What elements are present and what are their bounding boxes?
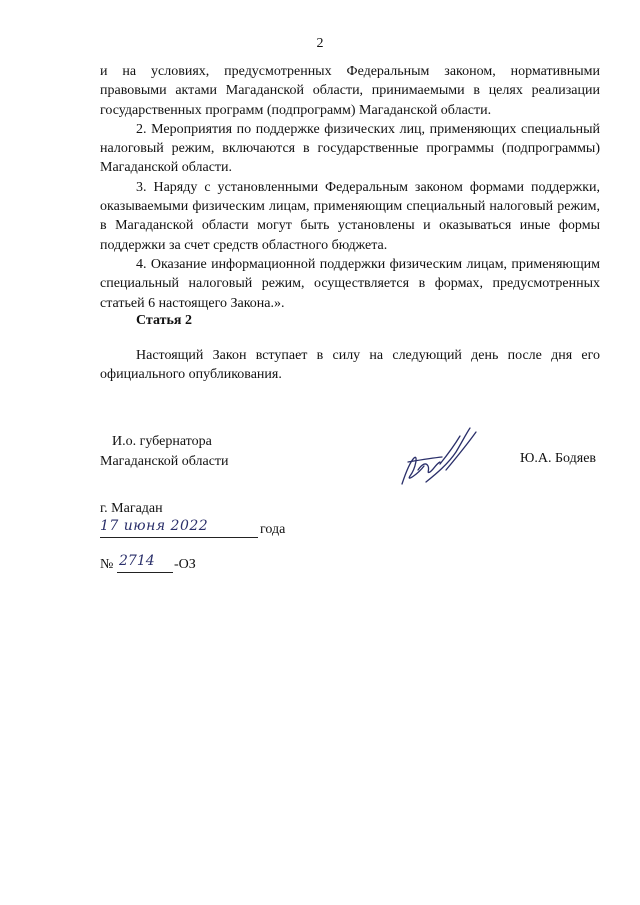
article-text: Настоящий Закон вступает в силу на следующий день после дня его официального опубликования. [100, 348, 600, 383]
handwritten-number: 2714 [119, 553, 155, 569]
number-sign: № [100, 557, 114, 572]
paragraph-continuation: и на условиях, предусмотренных Федеральным законом, нормативными правовыми актами Магаданской области, принимаемыми в целях реализации государственных программ (подпрограмм) Магаданской области. [100, 64, 600, 118]
date-suffix: года [260, 522, 286, 537]
paragraph-4: 4. Оказание информационной поддержки физическим лицам, применяющим специальный налоговый режим, осуществляется в формах, предусмотренных статьей 6 настоящего Закона.». [100, 256, 600, 311]
place-of-signing: г. Магадан [100, 501, 163, 516]
paragraph-3: 3. Наряду с установленными Федеральным законом формами поддержки, оказываемыми физическим лицам, применяющим специальный налоговый режим, в Магаданской области могут быть установлены и оказываться иные формы поддержки за счет средств областного бюджета. [100, 179, 600, 253]
number-suffix: -ОЗ [174, 557, 196, 572]
signatory-title [100, 432, 229, 471]
signatory-title-line1: И.о. губернатора [112, 434, 212, 449]
page-number: 2 [316, 36, 324, 51]
signatory-name: Ю.А. Бодяев [520, 451, 597, 466]
law-number-line [100, 553, 300, 576]
law-body [100, 62, 600, 313]
article-heading: Статья 2 [136, 313, 192, 328]
handwritten-signature [396, 424, 486, 488]
handwritten-date: 17 июня 2022 [100, 518, 209, 534]
date-line [100, 518, 300, 541]
paragraph-2: 2. Мероприятия по поддержке физических лиц, применяющих специальный налоговый режим, включаются в государственные программы (подпрограммы) Магаданской области. [100, 121, 600, 176]
signatory-title-line2: Магаданской области [100, 453, 229, 469]
